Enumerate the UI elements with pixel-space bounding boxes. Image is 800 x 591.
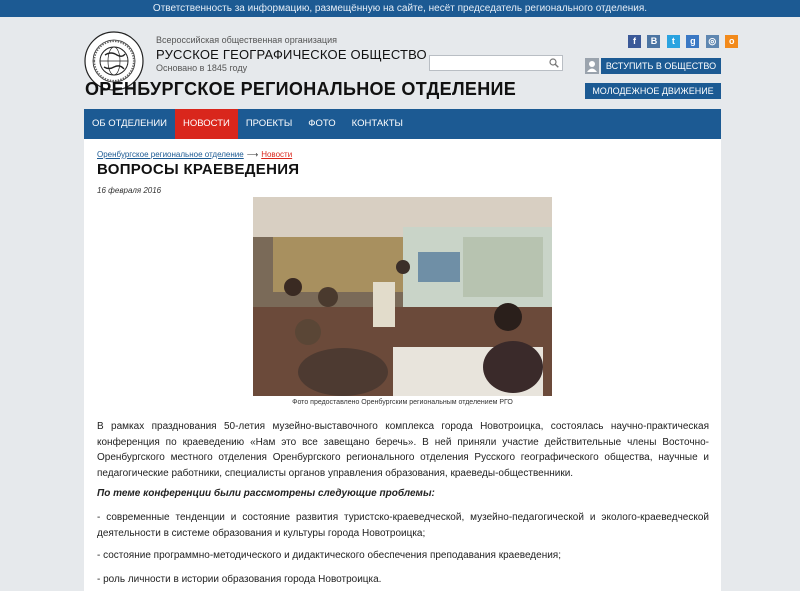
- breadcrumb-current-link[interactable]: Новости: [261, 150, 293, 159]
- org-name[interactable]: РУССКОЕ ГЕОГРАФИЧЕСКОЕ ОБЩЕСТВО: [156, 47, 427, 62]
- google-plus-icon[interactable]: g: [686, 35, 699, 48]
- org-founded: Основано в 1845 году: [156, 63, 248, 73]
- top-notice-bar: [0, 0, 800, 17]
- region-title[interactable]: ОРЕНБУРГСКОЕ РЕГИОНАЛЬНОЕ ОТДЕЛЕНИЕ: [85, 79, 517, 99]
- instagram-icon[interactable]: ◎: [706, 35, 719, 48]
- nav-item-about[interactable]: ОБ ОТДЕЛЕНИИ: [92, 118, 167, 129]
- article-list-item: - состояние программно-методического и дидактического обеспечения преподавания краеведения;: [97, 550, 562, 561]
- responsibility-notice: Ответственность за информацию, размещённую на сайте, несёт председатель регионального отделения.: [152, 3, 648, 14]
- user-icon[interactable]: [585, 58, 599, 74]
- nav-item-news[interactable]: НОВОСТИ: [175, 109, 238, 139]
- conference-photo: [253, 197, 552, 396]
- site-header: [0, 17, 800, 109]
- org-subtitle: Всероссийская общественная организация: [156, 35, 337, 45]
- facebook-icon[interactable]: f: [628, 35, 641, 48]
- article-content: [84, 139, 721, 591]
- search-input[interactable]: [429, 55, 563, 71]
- photo-caption: Фото предоставлено Оренбургским региональным отделением РГО: [292, 399, 513, 406]
- nav-item-projects[interactable]: ПРОЕКТЫ: [245, 118, 293, 129]
- twitter-icon[interactable]: t: [667, 35, 680, 48]
- social-links: [628, 35, 740, 49]
- odnoklassniki-icon[interactable]: о: [725, 35, 738, 48]
- article-date: 16 февраля 2016: [97, 186, 162, 195]
- article-list-item: - современные тенденции и состояние развития туристско-краеведческой, музейно-педагогической и эколого-краеведческой деятельности в системе образования и культуры города Новотроицка;: [97, 512, 709, 539]
- youth-movement-button[interactable]: МОЛОДЕЖНОЕ ДВИЖЕНИЕ: [585, 83, 721, 99]
- article-title: ВОПРОСЫ КРАЕВЕДЕНИЯ: [97, 161, 300, 178]
- article-subheading: По теме конференции были рассмотрены следующие проблемы:: [97, 488, 435, 499]
- breadcrumb: [97, 150, 292, 159]
- article-list-item: - роль личности в истории образования города Новотроицка.: [97, 574, 382, 585]
- join-button[interactable]: ВСТУПИТЬ В ОБЩЕСТВО: [601, 58, 721, 74]
- main-navigation: [84, 109, 721, 139]
- nav-item-contacts[interactable]: КОНТАКТЫ: [351, 118, 403, 129]
- article-paragraph: В рамках празднования 50-летия музейно-выставочного комплекса города Новотроицка, состоялась научно-практическая конференция по краеведению «Нам это все завещано беречь». В ней приняли участие действительные члены Восточно-Оренбургского местного отделения Оренбургского регионального отделения Русского географического общества, научные и педагогические работники, специалисты органов управления образования, краеведы-общественники.: [97, 421, 709, 479]
- vk-icon[interactable]: В: [647, 35, 660, 48]
- nav-item-photo[interactable]: ФОТО: [308, 118, 336, 129]
- breadcrumb-separator: ⟶: [246, 150, 259, 159]
- search-icon[interactable]: [549, 58, 559, 68]
- breadcrumb-root-link[interactable]: Оренбургское региональное отделение: [97, 150, 244, 159]
